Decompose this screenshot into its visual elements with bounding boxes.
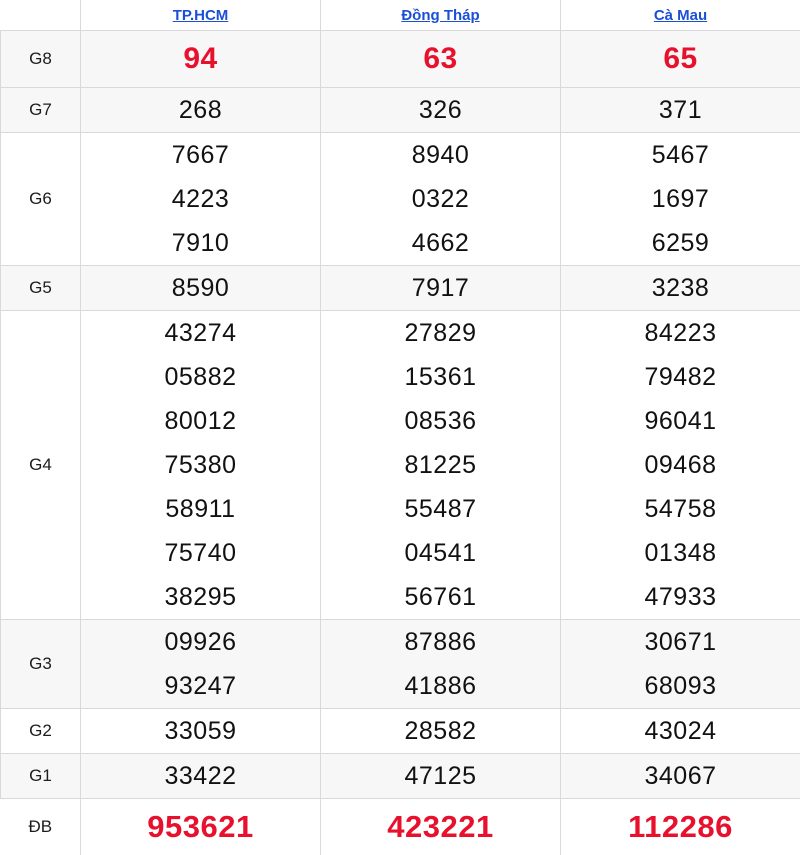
result-cell	[321, 620, 561, 709]
prize-number: 326	[321, 88, 560, 132]
prize-number: 5467	[561, 133, 800, 177]
province-header-0	[81, 0, 321, 31]
row-label-g6: G6	[1, 133, 81, 266]
province-link-2[interactable]: Cà Mau	[654, 7, 707, 24]
result-cell	[321, 133, 561, 266]
result-cell	[81, 620, 321, 709]
row-label-g4: G4	[1, 311, 81, 620]
result-cell	[561, 266, 800, 311]
table-row	[1, 799, 800, 855]
result-cell	[561, 754, 800, 799]
prize-number: 112286	[628, 809, 733, 844]
prize-number: 268	[81, 88, 320, 132]
row-label-g7: G7	[1, 88, 81, 133]
result-cell	[321, 31, 561, 88]
row-label-g8: G8	[1, 31, 81, 88]
result-cell	[81, 88, 321, 133]
prize-number: 65	[663, 42, 697, 75]
prize-number: 4223	[81, 177, 320, 221]
prize-number: 3238	[561, 266, 800, 310]
result-cell	[81, 709, 321, 754]
prize-number: 371	[561, 88, 800, 132]
table-body	[1, 31, 800, 855]
result-cell	[321, 311, 561, 620]
prize-number: 54758	[561, 487, 800, 531]
prize-number: 09926	[81, 620, 320, 664]
prize-number: 84223	[561, 311, 800, 355]
table-row	[1, 754, 800, 799]
prize-number: 81225	[321, 443, 560, 487]
table-row	[1, 31, 800, 88]
result-cell	[81, 133, 321, 266]
prize-number: 94	[183, 42, 217, 75]
prize-number: 7667	[81, 133, 320, 177]
prize-number: 79482	[561, 355, 800, 399]
prize-number: 0322	[321, 177, 560, 221]
corner-cell	[1, 0, 81, 31]
table-row	[1, 311, 800, 620]
prize-number: 8590	[81, 266, 320, 310]
province-header-1	[321, 0, 561, 31]
prize-number: 47933	[561, 575, 800, 619]
prize-number: 41886	[321, 664, 560, 708]
prize-number: 87886	[321, 620, 560, 664]
prize-number: 68093	[561, 664, 800, 708]
row-label-g1: G1	[1, 754, 81, 799]
result-cell	[81, 754, 321, 799]
result-cell	[321, 754, 561, 799]
table-row	[1, 266, 800, 311]
prize-number: 30671	[561, 620, 800, 664]
prize-number: 27829	[321, 311, 560, 355]
table-row	[1, 88, 800, 133]
row-label-g2: G2	[1, 709, 81, 754]
result-cell	[81, 31, 321, 88]
result-cell	[561, 31, 800, 88]
prize-number: 04541	[321, 531, 560, 575]
prize-number: 08536	[321, 399, 560, 443]
prize-number: 43274	[81, 311, 320, 355]
prize-number: 93247	[81, 664, 320, 708]
prize-number: 56761	[321, 575, 560, 619]
prize-number: 96041	[561, 399, 800, 443]
result-cell	[81, 799, 321, 855]
prize-number: 953621	[147, 809, 253, 844]
prize-number: 4662	[321, 221, 560, 265]
prize-number: 05882	[81, 355, 320, 399]
row-label-db: ĐB	[1, 799, 81, 855]
result-cell	[561, 620, 800, 709]
prize-number: 55487	[321, 487, 560, 531]
result-cell	[561, 311, 800, 620]
prize-number: 7910	[81, 221, 320, 265]
prize-number: 34067	[561, 754, 800, 798]
result-cell	[561, 799, 800, 855]
result-cell	[561, 133, 800, 266]
table-row	[1, 133, 800, 266]
table-row	[1, 620, 800, 709]
result-cell	[321, 799, 561, 855]
result-cell	[321, 709, 561, 754]
table-row	[1, 709, 800, 754]
prize-number: 1697	[561, 177, 800, 221]
result-cell	[321, 266, 561, 311]
prize-number: 28582	[321, 709, 560, 753]
prize-number: 75740	[81, 531, 320, 575]
result-cell	[81, 311, 321, 620]
prize-number: 8940	[321, 133, 560, 177]
result-cell	[561, 88, 800, 133]
result-cell	[321, 88, 561, 133]
province-header-2	[561, 0, 800, 31]
prize-number: 58911	[81, 487, 320, 531]
prize-number: 33059	[81, 709, 320, 753]
table-header-row	[1, 0, 800, 31]
prize-number: 47125	[321, 754, 560, 798]
prize-number: 63	[423, 42, 457, 75]
prize-number: 423221	[387, 809, 493, 844]
prize-number: 38295	[81, 575, 320, 619]
prize-number: 75380	[81, 443, 320, 487]
result-cell	[561, 709, 800, 754]
prize-number: 7917	[321, 266, 560, 310]
prize-number: 43024	[561, 709, 800, 753]
result-cell	[81, 266, 321, 311]
row-label-g5: G5	[1, 266, 81, 311]
prize-number: 80012	[81, 399, 320, 443]
province-link-0[interactable]: TP.HCM	[173, 7, 229, 24]
prize-number: 15361	[321, 355, 560, 399]
prize-number: 09468	[561, 443, 800, 487]
province-link-1[interactable]: Đồng Tháp	[401, 7, 479, 24]
prize-number: 33422	[81, 754, 320, 798]
row-label-g3: G3	[1, 620, 81, 709]
prize-number: 6259	[561, 221, 800, 265]
prize-number: 01348	[561, 531, 800, 575]
